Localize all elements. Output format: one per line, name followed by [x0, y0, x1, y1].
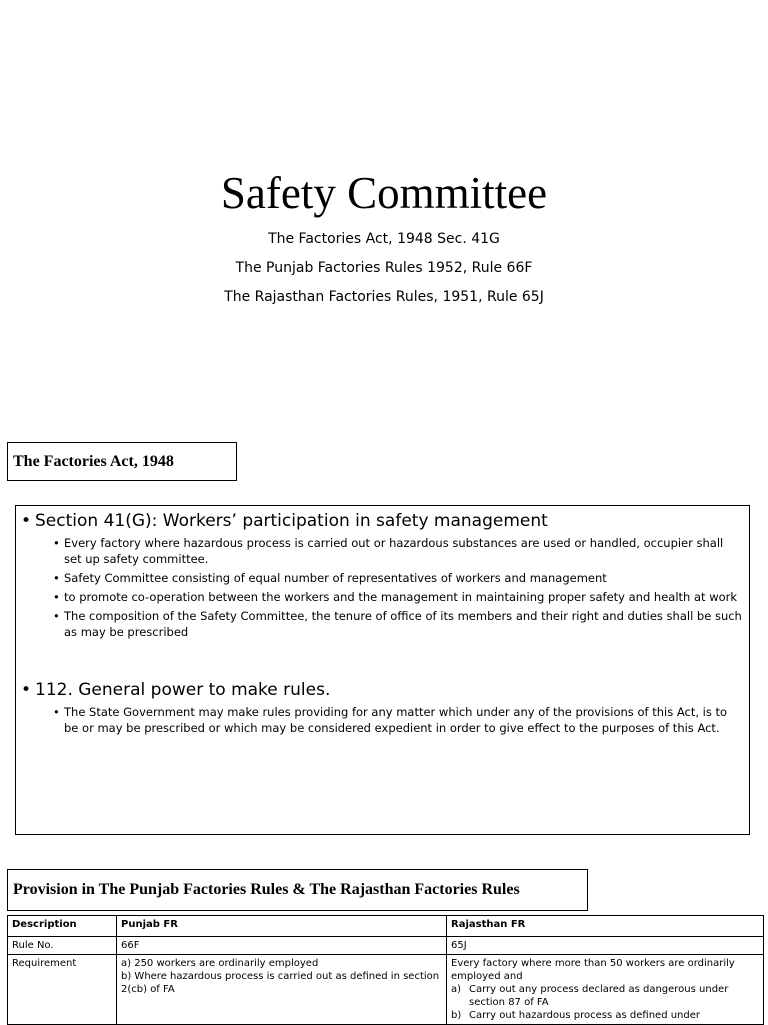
section-heading-text: 112. General power to make rules.	[35, 680, 331, 700]
table-cell: 66F	[117, 937, 447, 955]
list-item: b) Carry out hazardous process as defined under	[451, 1010, 701, 1021]
section-112-list	[21, 704, 743, 736]
section-41g	[21, 510, 743, 643]
punjab-requirement: a) 250 workers are ordinarily employed	[121, 958, 319, 969]
list-item: a) Carry out any process declared as dangerous under section 87 of FA	[451, 984, 729, 1008]
list-marker: b)	[451, 1010, 462, 1021]
bullet-icon: •	[53, 590, 60, 604]
bullet-icon: •	[53, 536, 60, 550]
factories-act-content-box	[15, 505, 750, 835]
provision-table	[7, 915, 764, 1025]
subtitle-factories-act: The Factories Act, 1948 Sec. 41G	[268, 231, 500, 247]
column-header: Rajasthan FR	[447, 916, 764, 937]
list-marker: a)	[451, 984, 462, 995]
section-41g-list	[21, 535, 743, 640]
bullet-icon: •	[53, 609, 60, 623]
list-item: • The State Government may make rules providing for any matter which under any of the provisions of this Act, is to be or may be prescribed or which may be considered expedient in order to give effect to the purposes of this Act.	[53, 705, 728, 735]
table-cell	[447, 955, 764, 1025]
bullet-icon: •	[21, 680, 32, 700]
table-cell: Requirement	[8, 955, 117, 1025]
column-header: Description	[8, 916, 117, 937]
section-heading	[21, 510, 743, 532]
bullet-icon: •	[53, 705, 60, 719]
column-header: Punjab FR	[117, 916, 447, 937]
bullet-icon: •	[21, 511, 32, 531]
provision-heading: Provision in The Punjab Factories Rules & The Rajasthan Factories Rules	[7, 869, 588, 911]
table-header-row	[8, 916, 764, 937]
section-112	[21, 679, 743, 739]
bullet-icon: •	[53, 571, 60, 585]
table-cell: Rule No.	[8, 937, 117, 955]
list-item: • Safety Committee consisting of equal number of representatives of workers and management	[53, 571, 607, 585]
list-item: • Every factory where hazardous process is carried out or hazardous substances are used or handled, occupier shall set up safety committee.	[53, 536, 724, 566]
punjab-requirement: b) Where hazardous process is carried out as defined in section 2(cb) of FA	[121, 971, 440, 995]
table-row	[8, 955, 764, 1025]
rajasthan-requirement-list	[451, 983, 759, 1022]
list-item: • The composition of the Safety Committee, the tenure of office of its members and their right and duties shall be such as may be prescribed	[53, 609, 742, 639]
subtitle-rajasthan-rules: The Rajasthan Factories Rules, 1951, Rule 65J	[224, 289, 544, 305]
section-heading	[21, 679, 743, 701]
section-heading-text: Section 41(G): Workers’ participation in safety management	[35, 511, 548, 531]
table-cell: 65J	[447, 937, 764, 955]
page-title: Safety Committee	[220, 168, 548, 218]
subtitle-punjab-rules: The Punjab Factories Rules 1952, Rule 66F	[235, 260, 533, 276]
table-cell	[117, 955, 447, 1025]
rajasthan-requirement-intro: Every factory where more than 50 workers are ordinarily employed and	[451, 958, 735, 982]
table-row	[8, 937, 764, 955]
list-item: • to promote co-operation between the workers and the management in maintaining proper safety and health at work	[53, 590, 738, 604]
factories-act-heading: The Factories Act, 1948	[7, 442, 237, 481]
